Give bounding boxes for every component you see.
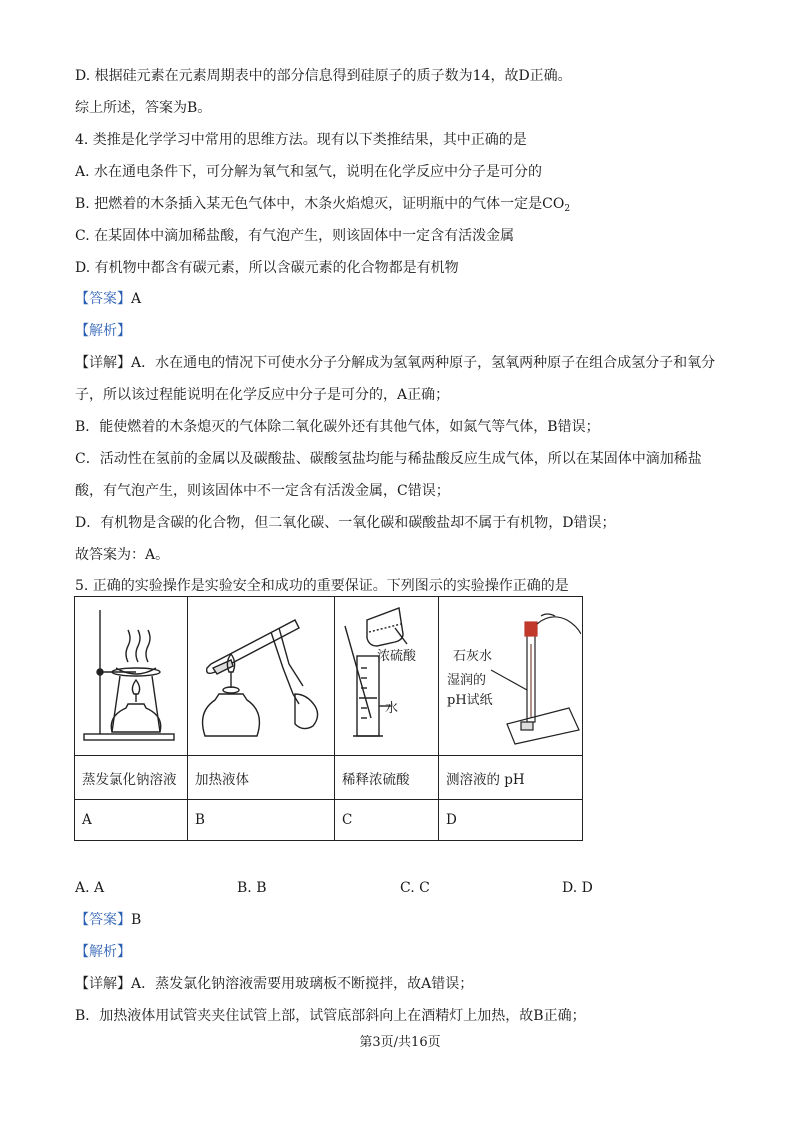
q4-answer: 【答案】A bbox=[75, 291, 142, 307]
q4-option-a: A. 水在通电条件下，可分解为氧气和氢气，说明在化学反应中分子是可分的 bbox=[75, 164, 543, 180]
q5-detail-1: 【详解】A．蒸发氯化钠溶液需要用玻璃板不断搅拌，故A错误； bbox=[75, 976, 474, 992]
q4-detail-2: 子，所以该过程能说明在化学反应中分子是可分的，A正确； bbox=[75, 387, 450, 403]
caption-a: 蒸发氯化钠溶液 bbox=[75, 756, 188, 800]
choice-a: A. A bbox=[75, 880, 105, 896]
label-water: 水 bbox=[385, 701, 399, 716]
prev-option-d: D. 根据硅元素在元素周期表中的部分信息得到硅原子的质子数为14，故D正确。 bbox=[75, 68, 572, 84]
figure-c-dilution bbox=[335, 597, 439, 756]
choice-d: D. D bbox=[562, 880, 593, 896]
figure-a-evaporation bbox=[75, 597, 188, 756]
q4-conclusion: 故答案为：A。 bbox=[75, 547, 170, 563]
caption-c: 稀释浓硫酸 bbox=[335, 756, 439, 800]
q4-analysis-tag: 【解析】 bbox=[75, 323, 131, 339]
dilution-cylinder-icon bbox=[337, 598, 437, 750]
choice-b: B. B bbox=[237, 880, 267, 896]
q4-detail-4: C．活动性在氢前的金属以及碳酸盐、碳酸氢盐均能与稀盐酸反应生成气体，所以在某固体中滴加稀盐 bbox=[75, 451, 702, 467]
label-lime-water: 石灰水 bbox=[453, 649, 493, 664]
figure-b-heating-liquid bbox=[188, 597, 335, 756]
q5-detail-2: B．加热液体用试管夹夹住试管上部，试管底部斜向上在酒精灯上加热，故B正确； bbox=[75, 1008, 586, 1024]
q4-option-b: B. 把燃着的木条插入某无色气体中，木条火焰熄灭，证明瓶中的气体一定是$CO_2$ bbox=[75, 196, 571, 214]
q4-detail-3: B．能使燃着的木条熄灭的气体除二氧化碳外还有其他气体，如氮气等气体，B错误； bbox=[75, 419, 600, 435]
label-ph-paper: pH试纸 bbox=[447, 693, 493, 708]
letter-c: C bbox=[335, 800, 439, 841]
caption-d: 测溶液的 pH bbox=[439, 756, 583, 800]
letter-a: A bbox=[75, 800, 188, 841]
figure-d-ph-test bbox=[439, 597, 583, 756]
q5-analysis-tag: 【解析】 bbox=[75, 944, 131, 960]
evaporation-apparatus-icon bbox=[76, 598, 186, 750]
q4-detail-5: 酸，有气泡产生，则该固体中不一定含有活泼金属，C错误； bbox=[75, 483, 450, 499]
page-footer: 第3页/共16页 bbox=[359, 1035, 441, 1050]
q4-option-d: D. 有机物中都含有碳元素，所以含碳元素的化合物都是有机物 bbox=[75, 260, 459, 276]
q4-option-c: C. 在某固体中滴加稀盐酸，有气泡产生，则该固体中一定含有活泼金属 bbox=[75, 228, 515, 244]
q4-detail-1: 【详解】A．水在通电的情况下可使水分子分解成为氢氧两种原子，氢氧两种原子在组合成氢分子和氧分 bbox=[75, 355, 716, 371]
prev-summary: 综上所述，答案为B。 bbox=[75, 100, 212, 116]
q5-stem: 5. 正确的实验操作是实验安全和成功的重要保证。下列图示的实验操作正确的是 bbox=[75, 578, 569, 594]
q5-answer: 【答案】B bbox=[75, 912, 142, 928]
q4-stem: 4. 类推是化学学习中常用的思维方法。现有以下类推结果，其中正确的是 bbox=[75, 132, 527, 148]
caption-b: 加热液体 bbox=[188, 756, 335, 800]
label-wet: 湿润的 bbox=[447, 673, 487, 688]
letter-b: B bbox=[188, 800, 335, 841]
letter-d: D bbox=[439, 800, 583, 841]
q4-detail-6: D．有机物是含碳的化合物，但二氧化碳、一氧化碳和碳酸盐却不属于有机物，D错误； bbox=[75, 515, 616, 531]
heating-test-tube-icon bbox=[191, 598, 331, 750]
label-conc-acid: 浓硫酸 bbox=[377, 649, 417, 664]
choice-c: C. C bbox=[400, 880, 430, 896]
experiment-table bbox=[74, 596, 583, 841]
